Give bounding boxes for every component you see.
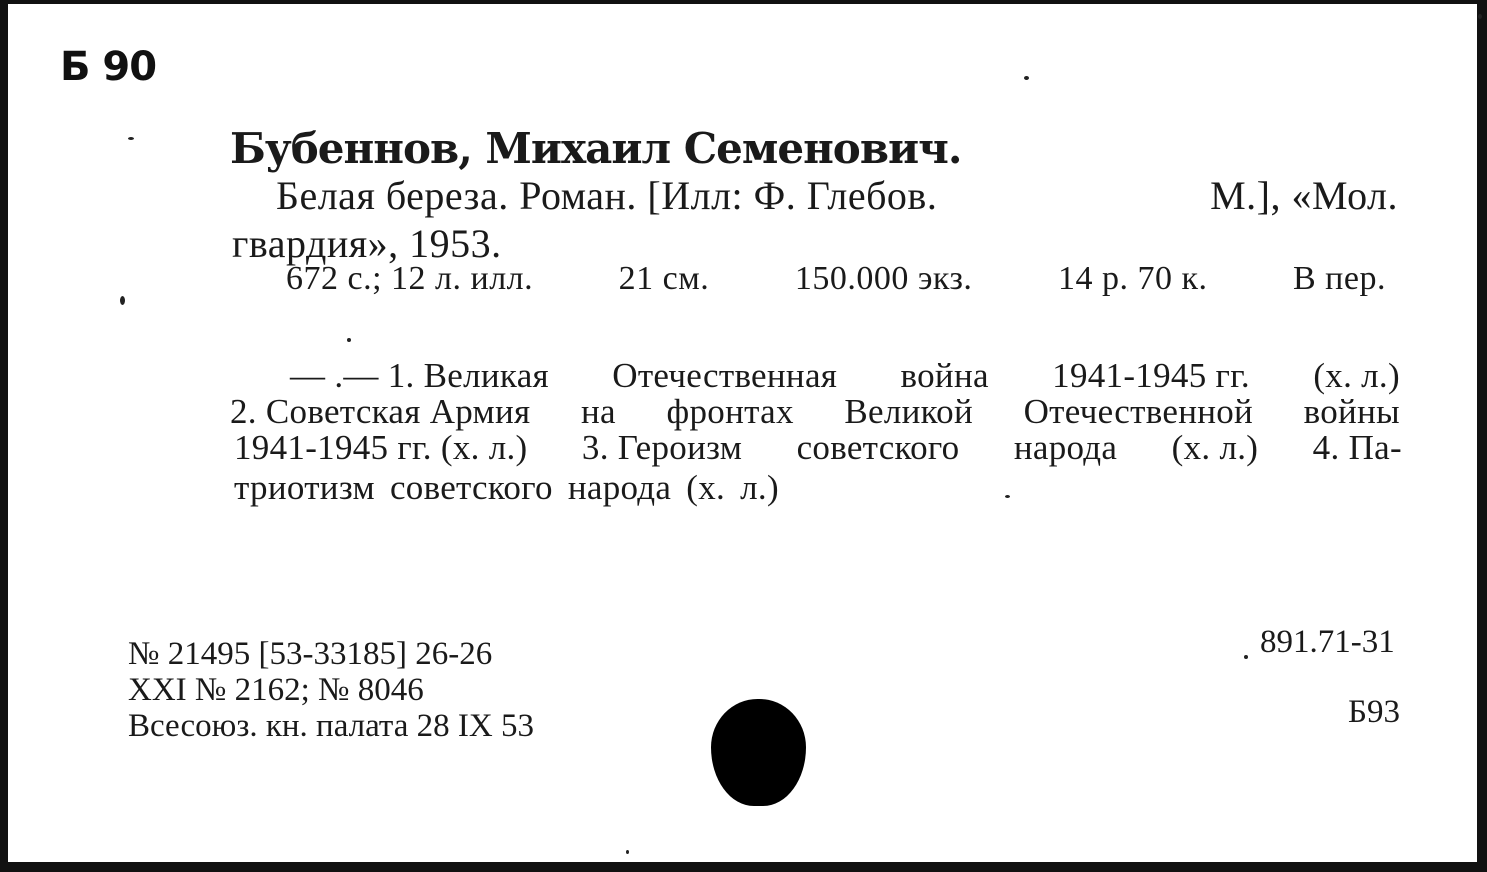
- subject-word: 3. Героизм: [581, 428, 743, 467]
- subject-word: войны: [1303, 392, 1400, 431]
- price: 14 р. 70 к.: [1057, 260, 1208, 297]
- dust-speck: [1478, 14, 1482, 19]
- library-code: Б93: [1348, 694, 1400, 730]
- subject-word: Отечественная: [612, 356, 838, 395]
- shelf-mark: Б 90: [60, 44, 157, 90]
- subject-word: 4. Па-: [1312, 428, 1402, 467]
- physical-description: [286, 260, 1386, 298]
- subject-line-3: [234, 428, 1402, 468]
- subject-word: на: [581, 392, 616, 431]
- subject-word: фронтах: [666, 392, 794, 431]
- subject-line-1: [290, 356, 1400, 396]
- subject-word: — .— 1. Великая: [290, 356, 549, 395]
- title-line-1: [276, 172, 1398, 219]
- title-statement: Белая береза. Роман. [Илл: Ф. Глебов.: [276, 173, 938, 218]
- pages-count: 672 с.; 12 л. илл.: [286, 260, 534, 297]
- punch-hole: [711, 699, 806, 806]
- subject-word: война: [900, 356, 989, 395]
- author-heading: Бубеннов, Михаил Семенович.: [230, 124, 962, 173]
- subject-word: (х. л.): [1171, 428, 1259, 467]
- subject-word: (х. л.): [1313, 356, 1400, 395]
- subject-word: Великой: [844, 392, 973, 431]
- dust-speck: [128, 137, 134, 140]
- print-run: 150.000 экз.: [794, 260, 973, 297]
- dust-speck: [347, 338, 351, 342]
- dust-speck: [120, 296, 125, 305]
- subject-word: 1941-1945 гг.: [1052, 356, 1250, 395]
- binding: В пер.: [1293, 260, 1386, 297]
- subject-word: 2. Советская Армия: [230, 392, 531, 431]
- book-size: 21 см.: [618, 260, 710, 297]
- subject-line-4: триотизм советского народа (х. л.): [234, 468, 779, 507]
- dust-speck: [1244, 655, 1248, 659]
- book-chamber-line: Всесоюз. кн. палата 28 IX 53: [128, 708, 534, 744]
- publisher-start: М.], «Мол.: [1210, 173, 1398, 218]
- subject-word: 1941-1945 гг. (х. л.): [234, 428, 528, 467]
- title-line-2: гвардия», 1953.: [232, 221, 502, 266]
- classification-code: 891.71-31: [1260, 624, 1395, 660]
- subject-word: народа: [1013, 428, 1118, 467]
- card-number-line: № 21495 [53-33185] 26-26: [128, 636, 493, 672]
- dust-speck: [626, 850, 629, 854]
- subject-line-2: [230, 392, 1400, 432]
- record-number-line: XXI № 2162; № 8046: [128, 672, 424, 708]
- dust-speck: [1024, 76, 1029, 80]
- subject-word: Отечественной: [1023, 392, 1254, 431]
- dust-speck: [1005, 495, 1010, 498]
- subject-word: советского: [796, 428, 960, 467]
